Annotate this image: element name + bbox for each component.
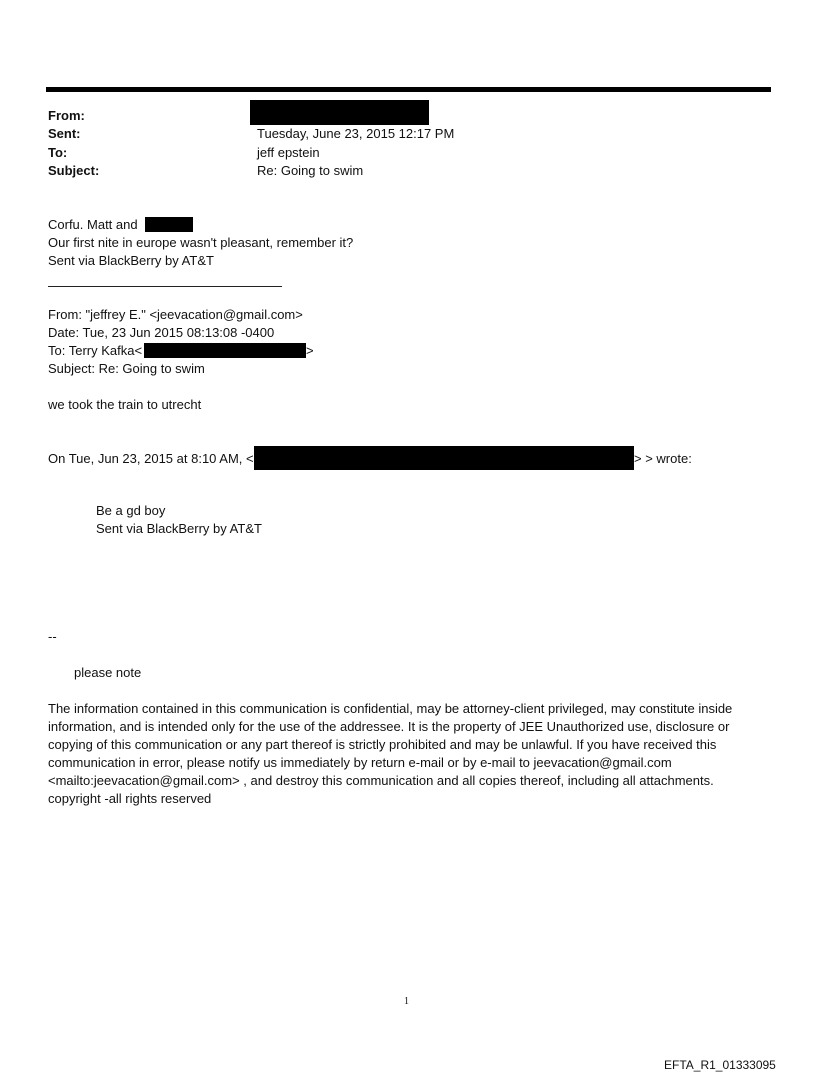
- to-value: jeff epstein: [257, 145, 320, 160]
- sent-value: Tuesday, June 23, 2015 12:17 PM: [257, 126, 455, 141]
- to-label: To:: [48, 145, 68, 160]
- name-redaction: [145, 217, 193, 232]
- document-id: EFTA_R1_01333095: [664, 1058, 776, 1072]
- subject-value: Re: Going to swim: [257, 163, 364, 178]
- quoted-to-suffix: >: [306, 343, 314, 358]
- sender-redaction: [254, 446, 634, 470]
- page-number: 1: [404, 996, 409, 1007]
- body-line-2: Our first nite in europe wasn't pleasant, remember it?: [48, 235, 354, 250]
- nested-line-1: Be a gd boy: [96, 503, 166, 518]
- email-redaction: [144, 343, 306, 358]
- body-line-3: Sent via BlackBerry by AT&T: [48, 253, 214, 268]
- disclaimer: The information contained in this communication is confidential, may be attorney-client privileged, may constitute inside information, and is intended only for the use of the addressee. It is the property of JEE Unauthorized use, disclosure or copying of this communication or any part thereof is strictly prohibited and may be unlawful. If you have received this communication in error, please notify us immediately by return e-mail or by e-mail to jeevacation@gmail.com <mailto:jeevacation@gmail.com> , and destroy this communication and all copies thereof, including all attachments. copyright -all rights reserved: [48, 701, 733, 806]
- body-line-1: [48, 217, 138, 232]
- quoted-date: Date: Tue, 23 Jun 2015 08:13:08 -0400: [48, 325, 275, 340]
- separator-line: [48, 286, 282, 287]
- wrote-suffix: > > wrote:: [634, 451, 692, 466]
- quoted-to: [48, 343, 142, 358]
- from-label: From:: [48, 108, 85, 123]
- sent-label: Sent:: [48, 126, 81, 141]
- quoted-message: we took the train to utrecht: [48, 397, 202, 412]
- please-note: please note: [74, 665, 142, 680]
- signature-dashes: --: [48, 629, 57, 644]
- quoted-to-prefix: To: Terry Kafka<: [48, 343, 143, 358]
- nested-line-2: Sent via BlackBerry by AT&T: [96, 521, 262, 536]
- top-rule: [46, 87, 771, 92]
- quoted-from: From: "jeffrey E." <jeevacation@gmail.com>: [48, 307, 303, 322]
- body-line-1-text: Corfu. Matt and: [48, 217, 138, 232]
- subject-label: Subject:: [48, 163, 100, 178]
- quoted-subject: Subject: Re: Going to swim: [48, 361, 205, 376]
- from-redaction: [250, 100, 429, 125]
- wrote-prefix: On Tue, Jun 23, 2015 at 8:10 AM, <: [48, 451, 254, 466]
